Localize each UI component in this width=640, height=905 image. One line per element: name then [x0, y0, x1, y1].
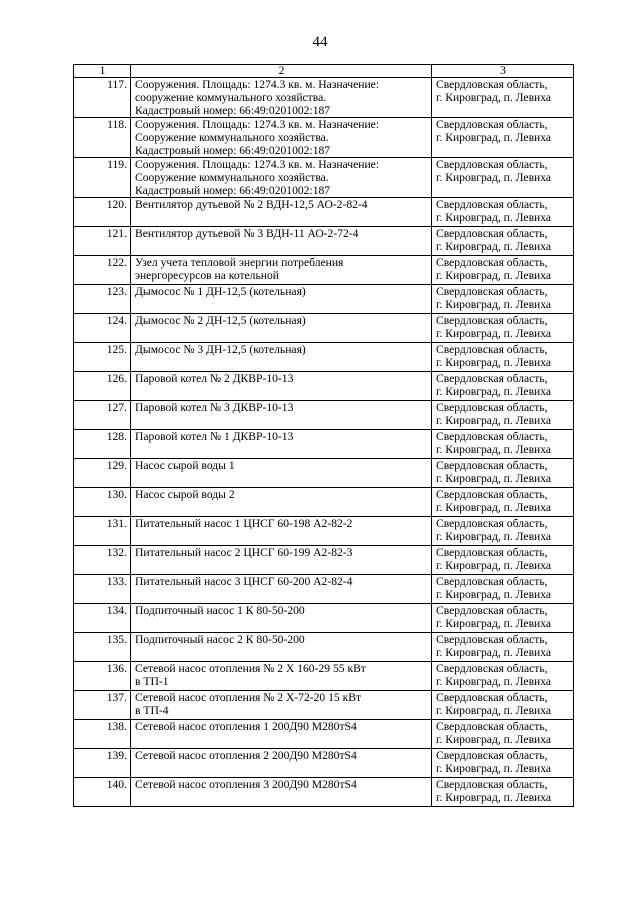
row-description	[131, 778, 432, 807]
location-line: Свердловская область,	[436, 604, 548, 617]
table-row	[74, 343, 574, 372]
column-header-number: 1	[74, 65, 131, 78]
description-line: Насос сырой воды 1	[135, 459, 235, 472]
row-location	[432, 633, 574, 662]
description-line: Вентилятор дутьевой № 2 ВДН-12,5 АО-2-82-4	[135, 198, 368, 211]
location-line: г. Кировград, п. Левиха	[436, 501, 552, 514]
location-line: г. Кировград, п. Левиха	[436, 327, 552, 340]
location-line: г. Кировград, п. Левиха	[436, 733, 552, 746]
row-number: 138.	[74, 720, 131, 749]
location-line: г. Кировград, п. Левиха	[436, 472, 552, 485]
location-line: г. Кировград, п. Левиха	[436, 269, 552, 282]
location-line: г. Кировград, п. Левиха	[436, 443, 552, 456]
table-row	[74, 314, 574, 343]
table-row	[74, 575, 574, 604]
location-line: Свердловская область,	[436, 691, 548, 704]
row-location	[432, 459, 574, 488]
description-line: Дымосос № 1 ДН-12,5 (котельная)	[135, 285, 306, 298]
row-location	[432, 604, 574, 633]
row-description	[131, 343, 432, 372]
location-line: Свердловская область,	[436, 488, 548, 501]
row-description	[131, 118, 432, 158]
table-row	[74, 662, 574, 691]
description-line: Подпиточный насос 1 К 80-50-200	[135, 604, 305, 617]
description-line: Сетевой насос отопления 1 200Д90 М280тS4	[135, 720, 357, 733]
description-line: Дымосос № 2 ДН-12,5 (котельная)	[135, 314, 306, 327]
row-description	[131, 285, 432, 314]
row-description	[131, 78, 432, 118]
location-line: г. Кировград, п. Левиха	[436, 211, 552, 224]
description-line: Кадастровый номер: 66:49:0201002:187	[135, 104, 331, 117]
row-description	[131, 691, 432, 720]
table-row	[74, 604, 574, 633]
row-number: 140.	[74, 778, 131, 807]
location-line: Свердловская область,	[436, 575, 548, 588]
location-line: Свердловская область,	[436, 459, 548, 472]
column-header-location: 3	[432, 65, 574, 78]
location-line: г. Кировград, п. Левиха	[436, 646, 552, 659]
location-line: г. Кировград, п. Левиха	[436, 240, 552, 253]
description-line: сооружение коммунального хозяйства.	[135, 91, 327, 104]
row-location	[432, 256, 574, 285]
table-row	[74, 488, 574, 517]
location-line: г. Кировград, п. Левиха	[436, 298, 552, 311]
description-line: Вентилятор дутьевой № 3 ВДН-11 АО-2-72-4	[135, 227, 359, 240]
table-row	[74, 401, 574, 430]
registry-table	[73, 64, 574, 807]
table-row	[74, 372, 574, 401]
location-line: г. Кировград, п. Левиха	[436, 91, 552, 104]
description-line: Паровой котел № 3 ДКВР-10-13	[135, 401, 294, 414]
description-line: Дымосос № 3 ДН-12,5 (котельная)	[135, 343, 306, 356]
location-line: Свердловская область,	[436, 372, 548, 385]
row-number: 117.	[74, 78, 131, 118]
row-description	[131, 604, 432, 633]
location-line: Свердловская область,	[436, 633, 548, 646]
location-line: г. Кировград, п. Левиха	[436, 559, 552, 572]
description-line: Узел учета тепловой энергии потребления	[135, 256, 344, 269]
row-number: 129.	[74, 459, 131, 488]
description-line: Сооружения. Площадь: 1274.3 кв. м. Назначение:	[135, 78, 380, 91]
row-description	[131, 198, 432, 227]
row-number: 127.	[74, 401, 131, 430]
header-row	[74, 65, 574, 78]
row-number: 124.	[74, 314, 131, 343]
table-row	[74, 749, 574, 778]
row-description	[131, 488, 432, 517]
description-line: Сетевой насос отопления 2 200Д90 М280тS4	[135, 749, 357, 762]
location-line: г. Кировград, п. Левиха	[436, 762, 552, 775]
location-line: г. Кировград, п. Левиха	[436, 414, 552, 427]
description-line: Питательный насос 3 ЦНСГ 60-200 А2-82-4	[135, 575, 353, 588]
page-number: 44	[312, 34, 328, 50]
row-number: 119.	[74, 158, 131, 198]
row-description	[131, 430, 432, 459]
location-line: Свердловская область,	[436, 256, 548, 269]
row-location	[432, 749, 574, 778]
description-line: Сооружения. Площадь: 1274.3 кв. м. Назначение:	[135, 158, 380, 171]
row-number: 134.	[74, 604, 131, 633]
description-line: Питательный насос 2 ЦНСГ 60-199 А2-82-3	[135, 546, 353, 559]
row-number: 136.	[74, 662, 131, 691]
row-location	[432, 546, 574, 575]
description-line: Питательный насос 1 ЦНСГ 60-198 А2-82-2	[135, 517, 353, 530]
table-header	[74, 65, 574, 78]
table-row	[74, 430, 574, 459]
location-line: Свердловская область,	[436, 401, 548, 414]
row-location	[432, 488, 574, 517]
description-line: Паровой котел № 2 ДКВР-10-13	[135, 372, 294, 385]
location-line: Свердловская область,	[436, 118, 548, 131]
row-description	[131, 575, 432, 604]
description-line: Паровой котел № 1 ДКВР-10-13	[135, 430, 294, 443]
table-row	[74, 546, 574, 575]
location-line: г. Кировград, п. Левиха	[436, 704, 552, 717]
row-number: 139.	[74, 749, 131, 778]
location-line: г. Кировград, п. Левиха	[436, 356, 552, 369]
table-row	[74, 691, 574, 720]
description-line: в ТП-1	[135, 675, 169, 688]
row-location	[432, 778, 574, 807]
description-line: Сооружение коммунального хозяйства.	[135, 131, 329, 144]
location-line: г. Кировград, п. Левиха	[436, 791, 552, 804]
table-row	[74, 78, 574, 118]
row-description	[131, 158, 432, 198]
table-row	[74, 227, 574, 256]
location-line: Свердловская область,	[436, 778, 548, 791]
row-number: 125.	[74, 343, 131, 372]
description-line: Сетевой насос отопления № 2 Х 160-29 55 кВт	[135, 662, 366, 675]
row-location	[432, 575, 574, 604]
table-row	[74, 285, 574, 314]
row-description	[131, 662, 432, 691]
description-line: Подпиточный насос 2 К 80-50-200	[135, 633, 305, 646]
table-row	[74, 158, 574, 198]
location-line: Свердловская область,	[436, 158, 548, 171]
row-location	[432, 198, 574, 227]
row-number: 135.	[74, 633, 131, 662]
row-number: 132.	[74, 546, 131, 575]
table-row	[74, 118, 574, 158]
table-row	[74, 778, 574, 807]
column-header-description: 2	[131, 65, 432, 78]
table-row	[74, 517, 574, 546]
location-line: Свердловская область,	[436, 430, 548, 443]
row-description	[131, 633, 432, 662]
row-description	[131, 546, 432, 575]
row-location	[432, 158, 574, 198]
row-location	[432, 343, 574, 372]
location-line: г. Кировград, п. Левиха	[436, 675, 552, 688]
table-row	[74, 459, 574, 488]
location-line: г. Кировград, п. Левиха	[436, 171, 552, 184]
location-line: Свердловская область,	[436, 198, 548, 211]
row-description	[131, 517, 432, 546]
row-description	[131, 314, 432, 343]
row-location	[432, 720, 574, 749]
row-location	[432, 691, 574, 720]
row-number: 120.	[74, 198, 131, 227]
row-number: 118.	[74, 118, 131, 158]
row-description	[131, 227, 432, 256]
row-description	[131, 401, 432, 430]
location-line: г. Кировград, п. Левиха	[436, 530, 552, 543]
location-line: г. Кировград, п. Левиха	[436, 131, 552, 144]
row-location	[432, 401, 574, 430]
table-row	[74, 256, 574, 285]
description-line: в ТП-4	[135, 704, 169, 717]
row-number: 128.	[74, 430, 131, 459]
description-line: Сооружение коммунального хозяйства.	[135, 171, 329, 184]
location-line: г. Кировград, п. Левиха	[436, 385, 552, 398]
row-location	[432, 662, 574, 691]
location-line: Свердловская область,	[436, 285, 548, 298]
description-line: Сетевой насос отопления № 2 Х-72-20 15 кВт	[135, 691, 362, 704]
location-line: Свердловская область,	[436, 662, 548, 675]
row-number: 121.	[74, 227, 131, 256]
row-description	[131, 720, 432, 749]
row-location	[432, 517, 574, 546]
description-line: Сетевой насос отопления 3 200Д90 М280тS4	[135, 778, 357, 791]
row-location	[432, 430, 574, 459]
description-line: Насос сырой воды 2	[135, 488, 235, 501]
description-line: Кадастровый номер: 66:49:0201002:187	[135, 184, 331, 197]
row-number: 133.	[74, 575, 131, 604]
row-description	[131, 749, 432, 778]
location-line: Свердловская область,	[436, 546, 548, 559]
row-number: 137.	[74, 691, 131, 720]
table-row	[74, 198, 574, 227]
row-number: 122.	[74, 256, 131, 285]
row-description	[131, 459, 432, 488]
location-line: г. Кировград, п. Левиха	[436, 588, 552, 601]
row-location	[432, 118, 574, 158]
row-description	[131, 372, 432, 401]
location-line: Свердловская область,	[436, 517, 548, 530]
location-line: Свердловская область,	[436, 314, 548, 327]
row-number: 126.	[74, 372, 131, 401]
description-line: энергоресурсов на котельной	[135, 269, 279, 282]
row-number: 123.	[74, 285, 131, 314]
row-location	[432, 285, 574, 314]
row-number: 131.	[74, 517, 131, 546]
row-location	[432, 314, 574, 343]
description-line: Сооружения. Площадь: 1274.3 кв. м. Назначение:	[135, 118, 380, 131]
location-line: Свердловская область,	[436, 749, 548, 762]
table-body	[74, 78, 574, 807]
row-location	[432, 78, 574, 118]
location-line: г. Кировград, п. Левиха	[436, 617, 552, 630]
row-number: 130.	[74, 488, 131, 517]
row-location	[432, 372, 574, 401]
location-line: Свердловская область,	[436, 343, 548, 356]
description-line: Кадастровый номер: 66:49:0201002:187	[135, 144, 331, 157]
row-description	[131, 256, 432, 285]
location-line: Свердловская область,	[436, 78, 548, 91]
row-location	[432, 227, 574, 256]
table-row	[74, 720, 574, 749]
location-line: Свердловская область,	[436, 227, 548, 240]
location-line: Свердловская область,	[436, 720, 548, 733]
table-row	[74, 633, 574, 662]
